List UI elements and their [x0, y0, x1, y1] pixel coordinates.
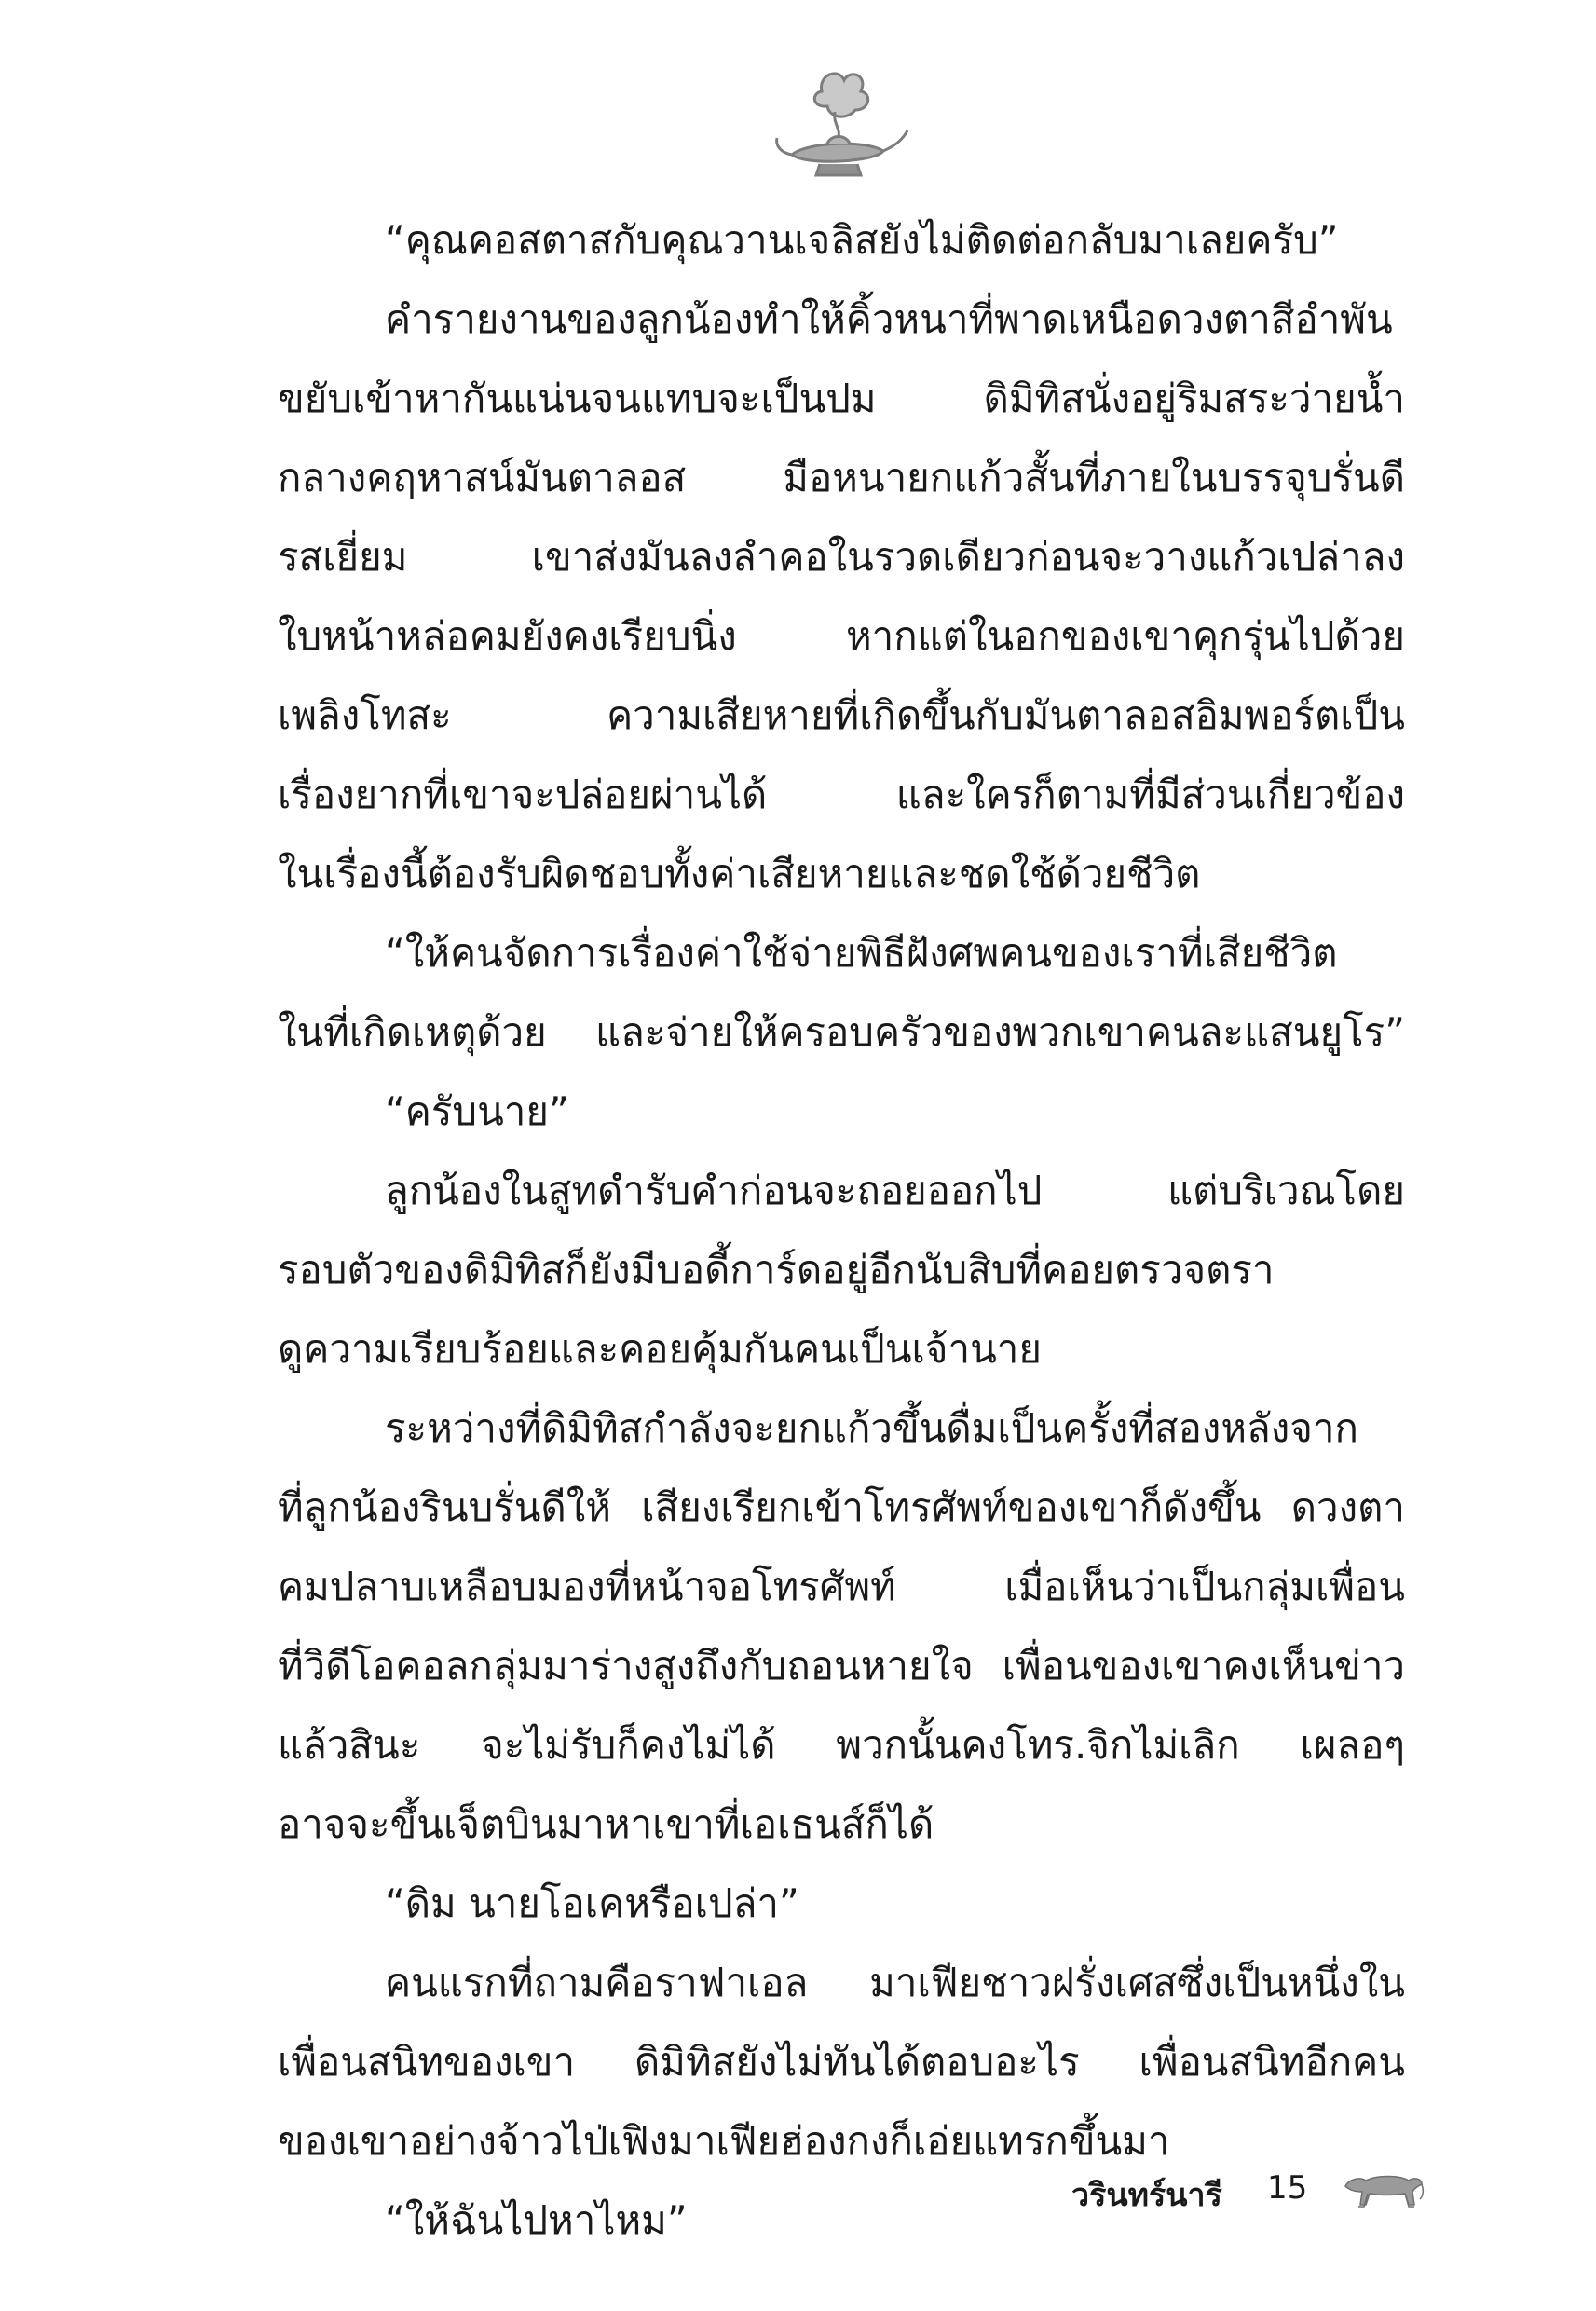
- text-line: “ดิม นายโอเคหรือเปล่า”: [385, 1880, 799, 1926]
- text-line: ระหว่างที่ดิมิทิสกำลังจะยกแก้วขึ้นดื่มเป็นครั้งที่สองหลังจาก: [385, 1405, 1358, 1451]
- text-line: แล้วสินะ จะไม่รับก็คงไม่ได้ พวกนั้นคงโทร.จิกไม่เลิก เผลอๆ: [278, 1722, 1405, 1768]
- book-title: วรินทร์นารี: [1071, 2177, 1222, 2214]
- text-line: รสเยี่ยม เขาส่งมันลงลำคอในรวดเดียวก่อนจะวางแก้วเปล่าลง: [278, 534, 1405, 580]
- text-line: ขยับเข้าหากันแน่นจนแทบจะเป็นปม ดิมิทิสนั่งอยู่ริมสระว่ายน้ำ: [278, 376, 1405, 421]
- text-line: เพื่อนสนิทของเขา ดิมิทิสยังไม่ทันได้ตอบอะไร เพื่อนสนิทอีกคน: [278, 2039, 1405, 2085]
- text-line: คมปลาบเหลือบมองที่หน้าจอโทรศัพท์ เมื่อเห็นว่าเป็นกลุ่มเพื่อน: [278, 1564, 1405, 1609]
- text-line: อาจจะขึ้นเจ็ตบินมาหาเขาที่เอเธนส์ก็ได้: [278, 1801, 934, 1847]
- text-line: “คุณคอสตาสกับคุณวานเจลิสยังไม่ติดต่อกลับมาเลยครับ”: [385, 217, 1339, 263]
- text-line: รอบตัวของดิมิทิสก็ยังมีบอดี้การ์ดอยู่อีกนับสิบที่คอยตรวจตรา: [278, 1247, 1275, 1292]
- text-line: ในที่เกิดเหตุด้วย และจ่ายให้ครอบครัวของพวกเขาคนละแสนยูโร”: [278, 1009, 1405, 1055]
- text-line: ใบหน้าหล่อคมยังคงเรียบนิ่ง หากแต่ในอกของเขาคุกรุ่นไปด้วย: [278, 613, 1405, 659]
- text-line: กลางคฤหาสน์มันตาลอส มือหนายกแก้วสั้นที่ภายในบรรจุบรั่นดี: [278, 455, 1405, 500]
- text-line: “ให้ฉันไปหาไหม”: [385, 2197, 688, 2243]
- panther-logo-icon: [1340, 2162, 1425, 2214]
- text-line: ในเรื่องนี้ต้องรับผิดชอบทั้งค่าเสียหายและชดใช้ด้วยชีวิต: [278, 851, 1201, 896]
- text-line: “ครับนาย”: [385, 1088, 569, 1134]
- genie-lamp-icon: [764, 65, 913, 186]
- page-footer: [1071, 2162, 1425, 2218]
- text-line: ของเขาอย่างจ้าวไป่เฟิงมาเฟียฮ่องกงก็เอ่ยแทรกขึ้นมา: [278, 2118, 1170, 2164]
- text-line: ลูกน้องในสูทดำรับคำก่อนจะถอยออกไป แต่บริเวณโดย: [385, 1168, 1405, 1213]
- text-line: ที่ลูกน้องรินบรั่นดีให้ เสียงเรียกเข้าโทรศัพท์ของเขาก็ดังขึ้น ดวงตา: [278, 1484, 1405, 1530]
- page-number: 15: [1267, 2169, 1308, 2207]
- text-line: คนแรกที่ถามคือราฟาเอล มาเฟียชาวฝรั่งเศสซึ่งเป็นหนึ่งใน: [385, 1960, 1405, 2005]
- text-line: ดูความเรียบร้อยและคอยคุ้มกันคนเป็นเจ้านาย: [278, 1326, 1043, 1372]
- text-line: คำรายงานของลูกน้องทำให้คิ้วหนาที่พาดเหนือดวงตาสีอำพัน: [385, 296, 1393, 342]
- body-text: [278, 200, 1405, 2260]
- text-line: ที่วิดีโอคอลกลุ่มมาร่างสูงถึงกับถอนหายใจ เพื่อนของเขาคงเห็นข่าว: [278, 1643, 1405, 1689]
- text-line: เพลิงโทสะ ความเสียหายที่เกิดขึ้นกับมันตาลอสอิมพอร์ตเป็น: [278, 692, 1405, 738]
- text-line: “ให้คนจัดการเรื่องค่าใช้จ่ายพิธีฝังศพคนของเราที่เสียชีวิต: [385, 930, 1338, 976]
- text-line: เรื่องยากที่เขาจะปล่อยผ่านได้ และใครก็ตามที่มีส่วนเกี่ยวข้อง: [278, 772, 1405, 817]
